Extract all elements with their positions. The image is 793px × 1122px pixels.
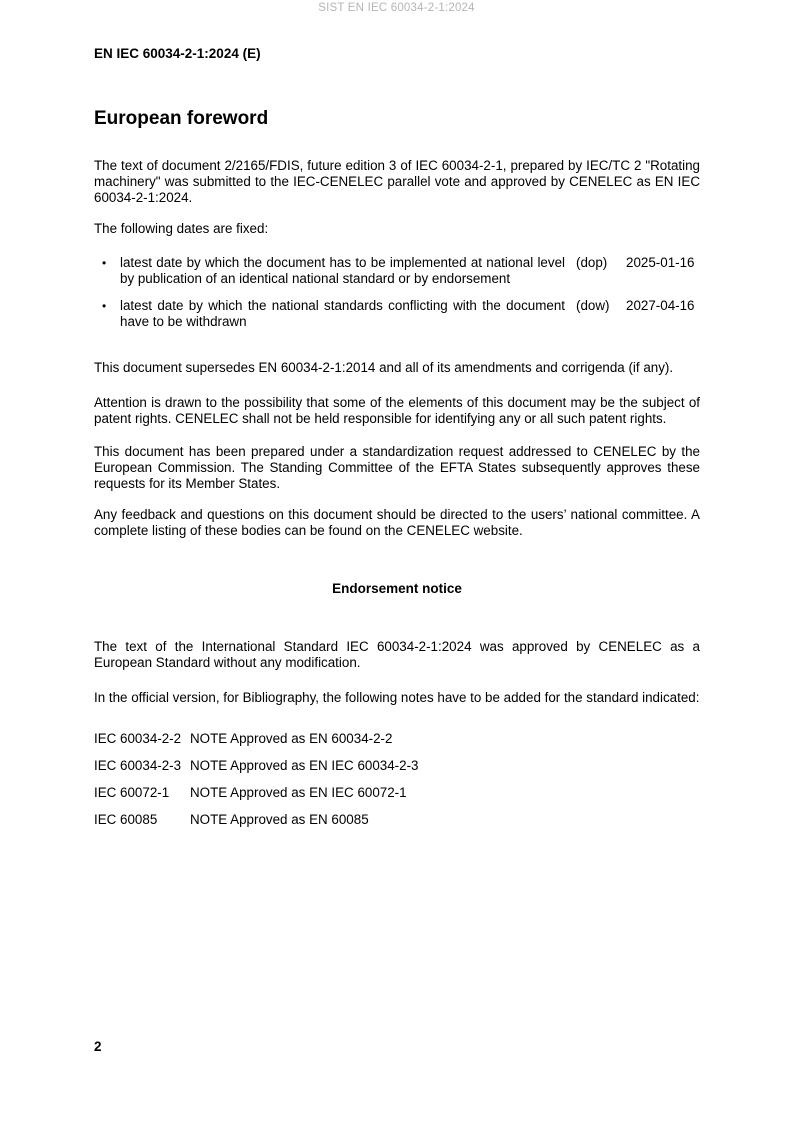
note-text: NOTE Approved as EN IEC 60072-1 (190, 785, 407, 800)
endorsement-paragraph-1: The text of the International Standard IEC 60034-2-1:2024 was approved by CENELEC as a European Standard without any modification. (94, 639, 700, 670)
note-text: NOTE Approved as EN 60034-2-2 (190, 731, 393, 746)
foreword-paragraph-standardization-request: This document has been prepared under a standardization request addressed to CENELEC by the European Commission. The Standing Committee of the EFTA States subsequently approves these requests for its Member States. (94, 444, 700, 491)
page-number: 2 (94, 1039, 102, 1054)
dop-description: latest date by which the document has to be implemented at national level by publication of an identical national standard or by endorsement (120, 255, 565, 286)
dow-label: (dow) (576, 298, 610, 313)
watermark-text: SIST EN IEC 60034-2-1:2024 (318, 2, 475, 14)
section-title-endorsement-notice: Endorsement notice (332, 581, 462, 596)
dop-label: (dop) (576, 255, 608, 270)
section-title-european-foreword: European foreword (94, 108, 269, 129)
standard-reference: IEC 60072-1 (94, 785, 170, 800)
list-item-dow (94, 298, 700, 330)
document-reference: EN IEC 60034-2-1:2024 (E) (94, 46, 261, 61)
bibliography-notes-list (94, 731, 700, 839)
standard-reference: IEC 60034-2-2 (94, 731, 182, 746)
foreword-paragraph-feedback: Any feedback and questions on this document should be directed to the users’ national committee. A complete listing of these bodies can be found on the CENELEC website. (94, 507, 700, 538)
note-row (94, 731, 700, 747)
dow-date: 2027-04-16 (626, 298, 695, 313)
standard-reference: IEC 60085 (94, 812, 158, 827)
note-row (94, 812, 700, 828)
standard-reference: IEC 60034-2-3 (94, 758, 182, 773)
foreword-paragraph-dates-intro: The following dates are fixed: (94, 221, 269, 236)
dop-date: 2025-01-16 (626, 255, 695, 270)
bullet-icon: • (102, 256, 107, 270)
note-row (94, 785, 700, 801)
fixed-dates-list (94, 255, 700, 341)
list-item-dop (94, 255, 700, 287)
endorsement-paragraph-2: In the official version, for Bibliography, the following notes have to be added for the standard indicated: (94, 690, 700, 705)
note-row (94, 758, 700, 774)
foreword-paragraph-supersedes: This document supersedes EN 60034-2-1:2014 and all of its amendments and corrigenda (if any). (94, 360, 674, 375)
foreword-paragraph-1: The text of document 2/2165/FDIS, future edition 3 of IEC 60034-2-1, prepared by IEC/TC 2 "Rotating machinery" was submitted to the IEC-CENELEC parallel vote and approved by CENELEC as EN IEC 60034-2-1:2024. (94, 158, 700, 205)
dow-description: latest date by which the national standards conflicting with the document have to be withdrawn (120, 298, 565, 329)
note-text: NOTE Approved as EN 60085 (190, 812, 369, 827)
bullet-icon: • (102, 299, 107, 313)
note-text: NOTE Approved as EN IEC 60034-2-3 (190, 758, 419, 773)
foreword-paragraph-patent: Attention is drawn to the possibility that some of the elements of this document may be the subject of patent rights. CENELEC shall not be held responsible for identifying any or all such patent rights. (94, 395, 700, 426)
